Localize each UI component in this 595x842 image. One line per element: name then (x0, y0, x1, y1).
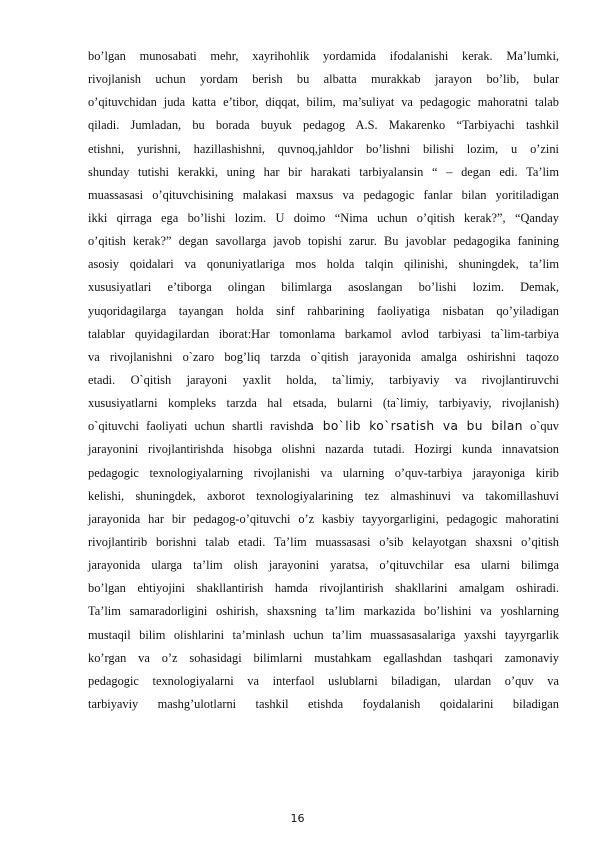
text-line: talablar quyidagilardan iborat:Har tomonlama barkamol avlod tarbiyasi ta`lim-tarbiya (88, 326, 559, 341)
text-line: muassasasi o’qituvchisining malakasi maxsus va pedagogic fanlar bilan yoritiladigan (88, 187, 559, 202)
text-line: pedagogic texnologiyalarni va interfaol uslublarni biladigan, ulardan o’quv va (88, 673, 559, 688)
text-line: yuqoridagilarga tayangan holda sinf rahbarining faoliyatiga nisbatan qo’yiladigan (88, 303, 559, 318)
text-line: o’qitish kerak?” degan savollarga javob topishi zarur. Bu javoblar pedagogika fanining (88, 234, 559, 249)
text-line: jarayonida har bir pedagog-o’qituvchi o’z kasbiy tayyorgarligini, pedagogic mahoratini (88, 511, 559, 526)
text-line: xususiyatlarni kompleks tarzda hal etsada, bularni (ta`limiy, tarbiyaviy, rivojlanish) (88, 396, 559, 411)
text-line: ko’rgan va o’z sohasidagi bilimlarni mustahkam egallashdan tashqari zamonaviy (88, 650, 559, 665)
text-segment: o`quv (522, 419, 559, 434)
body-text (88, 45, 559, 716)
text-line: mustaqil bilim olishlarini ta’minlash uchun ta’lim muassasasalariga yaxshi tayyrgarlik (88, 627, 559, 642)
text-line: jarayonida ularga ta’lim olish jarayonini yaratsa, o’qituvchilar esa ularni bilimga (88, 558, 559, 573)
text-line: tarbiyaviy mashg’ulotlarni tashkil etishda foydalanish qoidalarini biladigan (88, 696, 559, 711)
text-line: shunday tutishi kerakki, uning har bir harakati tarbiyalansin “ – degan edi. Ta’lim (88, 164, 559, 179)
text-line: pedagogic texnologiyalarning rivojlanishi va ularning o’quv-tarbiya jarayoniga kirib (88, 465, 559, 480)
text-line: kelishi, shuningdek, axborot texnologiyalarining tez almashinuvi va takomillashuvi (88, 488, 559, 503)
text-line: rivojlantirib borishni talab etadi. Ta’lim muassasasi o’sib kelayotgan shaxsni o’qitish (88, 534, 559, 549)
text-line: ikki qirraga ega bo’lishi lozim. U doimo “Nima uchun o’qitish kerak?”, “Qanday (88, 210, 559, 225)
text-segment: o`qituvchi faoliyati uchun shartli ravishd (88, 419, 307, 434)
text-line-mixed (88, 415, 559, 438)
text-line: etadi. O`qitish jarayoni yaxlit holda, ta`limiy, tarbiyaviy va rivojlantiruvchi (88, 372, 559, 387)
text-line: Ta’lim samaradorligini oshirish, shaxsning ta’lim markazida bo’lishini va yoshlarning (88, 604, 559, 619)
text-line: va rivojlanishni o`zaro bog’liq tarzda o`qitish jarayonida amalga oshirishni taqozo (88, 349, 559, 364)
text-line: rivojlanish uchun yordam berish bu albatta murakkab jarayon bo’lib, bular (88, 72, 559, 87)
text-line: qiladi. Jumladan, bu borada buyuk pedagog A.S. Makarenko “Tarbiyachi tashkil (88, 118, 559, 133)
text-line: etishni, yurishni, hazillashishni, quvnoq,jahldor bo’lishni bilishi lozim, u o’zini (88, 141, 559, 156)
page-number: 16 (290, 812, 305, 825)
text-line: o’qituvchidan juda katta e’tibor, diqqat, bilim, ma’suliyat va pedagogic mahoratni talab (88, 95, 559, 110)
text-line: asosiy qoidalari va qonuniyatlariga mos holda talqin qilinishi, shuningdek, ta’lim (88, 257, 559, 272)
text-line: xususiyatlari e’tiborga olingan bilimlarga asoslangan bo’lishi lozim. Demak, (88, 280, 559, 295)
text-line: bo’lgan ehtiyojini shakllantirish hamda rivojlantirish shakllarini amalgam oshiradi. (88, 581, 559, 596)
text-line: jarayonini rivojlantirishda hisobga olishni nazarda tutadi. Hozirgi kunda innavatsion (88, 442, 559, 457)
text-segment-sans: a bo`lib ko`rsatish va bu bilan (306, 419, 523, 434)
text-line: bo’lgan munosabati mehr, xayrihohlik yordamida ifodalanishi kerak. Ma’lumki, (88, 49, 559, 63)
